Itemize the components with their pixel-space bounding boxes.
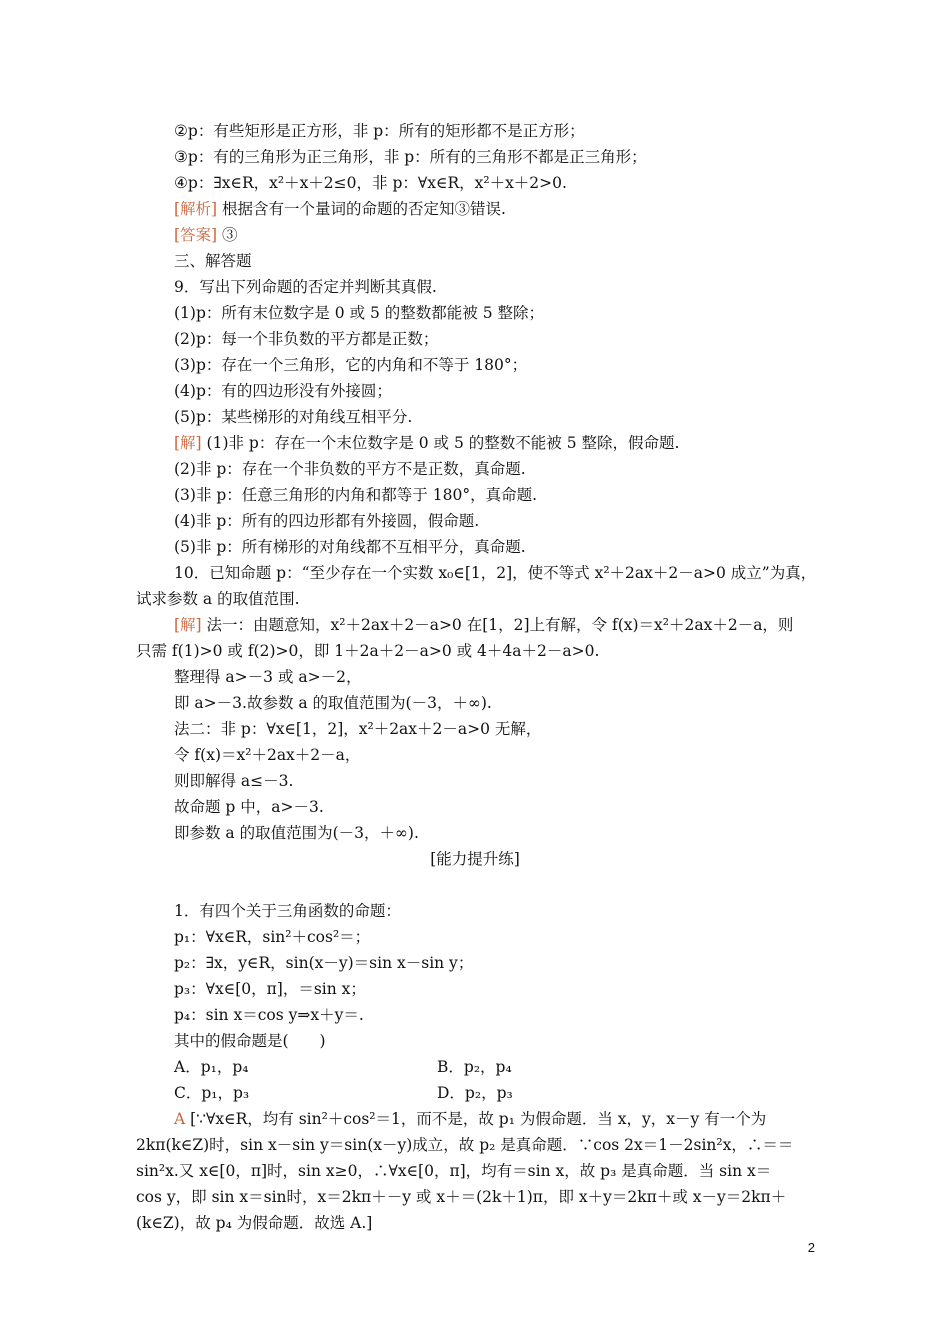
text-line: (1)p：所有末位数字是 0 或 5 的整数都能被 5 整除； [174,304,545,322]
text-line: 即 a>－3.故参数 a 的取值范围为(－3，＋∞). [174,694,492,712]
text-line: 故命题 p 中，a>－3. [174,798,324,816]
answer-tag: [答案] [174,226,218,244]
section-heading: 三、解答题 [174,252,252,270]
text-line: (4)非 p：所有的四边形都有外接圆，假命题. [174,512,480,530]
text-line: 试求参数 a 的取值范围. [136,590,300,608]
analysis-tag: [解析] [174,200,218,218]
text-line: 2kπ(k∈Z)时，sin x－sin y＝sin(x－y)成立，故 p₂ 是真命题．∵cos 2x＝1－2sin²x，∴＝＝ [136,1136,794,1154]
option-d: D．p₂，p₃ [437,1084,513,1102]
question-prompt: 其中的假命题是( ) [174,1032,326,1050]
text-line: 即参数 a 的取值范围为(－3，＋∞). [174,824,419,842]
text-line: (3)非 p：任意三角形的内角和都等于 180°，真命题. [174,486,537,504]
text-line: (5)p：某些梯形的对角线互相平分. [174,408,413,426]
analysis-line: [解析] 根据含有一个量词的命题的否定知③错误. [174,200,506,218]
option-b: B．p₂，p₄ [437,1058,512,1076]
text-line: 只需 f(1)>0 或 f(2)>0，即 1＋2a＋2－a>0 或 4＋4a＋2－a>0. [136,642,600,660]
text-line: 令 f(x)＝x²＋2ax＋2－a， [174,746,361,764]
question-9: 9．写出下列命题的否定并判断其真假. [174,278,437,296]
text-line: (3)p：存在一个三角形，它的内角和不等于 180°； [174,356,528,374]
option-c: C．p₁，p₃ [174,1084,250,1102]
solution-line: [解] 法一：由题意知，x²＋2ax＋2－a>0 在[1，2]上有解，令 f(x)＝x²＋2ax＋2－a，则 [174,616,794,634]
text-line: (5)非 p：所有梯形的对角线都不互相平分，真命题. [174,538,526,556]
text-line: ④p：∃x∈R，x²＋x＋2≤0，非 p：∀x∈R，x²＋x＋2>0. [174,174,567,192]
section-title: [能力提升练] [430,850,520,868]
question-10: 10．已知命题 p：“至少存在一个实数 x₀∈[1，2]，使不等式 x²＋2ax＋2－a>0 成立”为真， [174,564,817,582]
text-line: 则即解得 a≤－3. [174,772,294,790]
text-line: (4)p：有的四边形没有外接圆； [174,382,392,400]
option-a: A．p₁，p₄ [174,1058,249,1076]
text-line: 整理得 a>－3 或 a>－2， [174,668,362,686]
proposition-p2: p₂：∃x，y∈R，sin(x－y)＝sin x－sin y； [174,954,474,972]
text-line: 法二：非 p：∀x∈[1，2]，x²＋2ax＋2－a>0 无解， [174,720,542,738]
answer-letter: A [174,1110,186,1128]
page-number: 2 [807,1240,815,1255]
text-line: ③p：有的三角形为正三角形，非 p：所有的三角形不都是正三角形； [174,148,647,166]
question-1: 1．有四个关于三角函数的命题： [174,902,401,920]
text-line: (2)p：每一个非负数的平方都是正数； [174,330,439,348]
text-line: cos y，即 sin x＝sin时，x＝2kπ＋－y 或 x＋＝(2k＋1)π，即 x＋y＝2kπ＋或 x－y＝2kπ＋ [136,1188,787,1206]
proposition-p4: p₄：sin x＝cos y⇒x＋y＝. [174,1006,364,1024]
text-line: ②p：有些矩形是正方形，非 p：所有的矩形都不是正方形； [174,122,585,140]
proposition-p1: p₁：∀x∈R，sin²＋cos²＝； [174,928,371,946]
solution-tag: [解] [174,616,202,634]
text-line: sin²x.又 x∈[0，π]时，sin x≥0，∴∀x∈[0，π]，均有＝sin x，故 p₃ 是真命题．当 sin x＝ [136,1162,772,1180]
text-line: (k∈Z)，故 p₄ 为假命题．故选 A.] [136,1214,373,1232]
text-line: (2)非 p：存在一个非负数的平方不是正数，真命题. [174,460,526,478]
solution-line: [解] (1)非 p：存在一个末位数字是 0 或 5 的整数不能被 5 整除，假命题. [174,434,680,452]
answer-line: [答案] ③ [174,226,238,244]
explanation-line: A [∵∀x∈R，均有 sin²＋cos²＝1，而不是，故 p₁ 为假命题．当 x，y，x－y 有一个为 [174,1110,767,1128]
solution-tag: [解] [174,434,202,452]
proposition-p3: p₃：∀x∈[0，π]，＝sin x； [174,980,366,998]
